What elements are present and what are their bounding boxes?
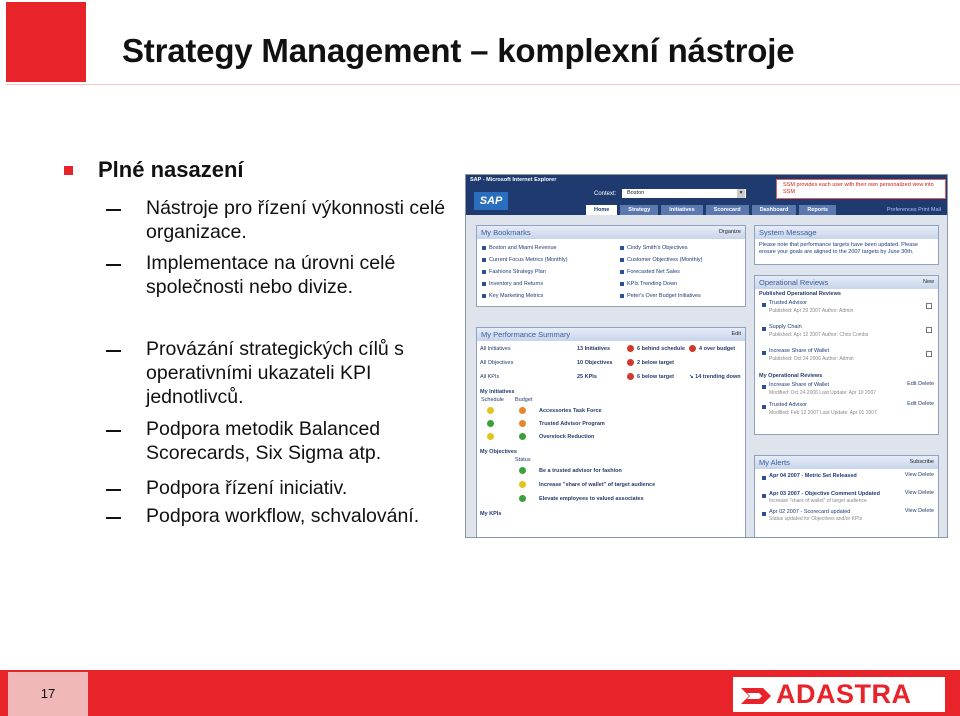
alert-actions[interactable]: View Delete [904, 472, 934, 478]
trending-down-icon: ↘ [689, 374, 696, 380]
column-header: Budget [515, 397, 533, 403]
review-actions[interactable]: Edit Delete [907, 381, 934, 387]
perf-status: 6 behind schedule [637, 345, 685, 352]
review-checkbox[interactable] [926, 303, 932, 309]
bookmark-item[interactable]: Inventory and Returns [479, 278, 614, 290]
alert-item[interactable]: Apr 03 2007 - Objective Comment Updated [759, 490, 938, 498]
review-item[interactable]: Increase Share of Wallet [759, 381, 938, 390]
panel-title: System Message [755, 226, 938, 239]
bookmark-item[interactable]: Boston and Miami Revenue [479, 242, 614, 254]
dash-icon [106, 350, 121, 352]
page-number: 17 [8, 672, 88, 716]
panel-header [477, 226, 745, 239]
perf-count: 13 Initiatives [577, 346, 611, 352]
window-title: SAP - Microsoft Internet Explorer [470, 177, 557, 183]
section-title: Published Operational Reviews [759, 291, 841, 297]
bullet-square-icon [64, 166, 73, 175]
bookmark-item[interactable]: Key Marketing Metrics [479, 290, 614, 302]
tab-initiatives[interactable]: Initiatives [661, 205, 702, 215]
status-red-icon [627, 345, 634, 352]
perf-status: 14 trending down [695, 374, 741, 380]
slide-title: Strategy Management – komplexní nástroje [122, 32, 795, 69]
context-select[interactable]: Boston ▾ [622, 189, 746, 198]
review-meta: Published: Apr 12 2007 Author: Chris Combs [769, 332, 869, 338]
system-message-panel [754, 225, 939, 265]
review-checkbox[interactable] [926, 327, 932, 333]
alert-actions[interactable]: View Delete [904, 490, 934, 496]
sap-logo: SAP [474, 192, 508, 210]
status-orange-icon [519, 420, 526, 427]
review-meta: Published: Apr 29 2007 Author: Admin [769, 308, 854, 314]
review-meta: Published: Oct 24 2006 Author: Admin [769, 356, 854, 362]
initiative-item[interactable]: Overstock Reduction [539, 434, 595, 440]
alert-item[interactable]: Apr 02 2007 - Scorecard updated [759, 508, 938, 516]
review-item[interactable]: Increase Share of Wallet [759, 347, 938, 356]
review-meta: Modified: Oct 24 2006 Last Update: Apr 10 2007 [769, 390, 877, 396]
status-orange-icon [519, 407, 526, 414]
tab-strategy[interactable]: Strategy [620, 205, 658, 215]
review-checkbox[interactable] [926, 351, 932, 357]
perf-status: 2 below target [637, 359, 674, 366]
bookmark-item[interactable]: Customer Objectives (Monthly) [617, 254, 747, 266]
company-logo: ADASTRA [776, 679, 912, 709]
sub-bullet: Podpora metodik Balanced Scorecards, Six Sigma atp. [146, 418, 382, 464]
section-title: My KPIs [480, 511, 502, 517]
panel-header [477, 328, 745, 341]
adastra-logo-icon [741, 684, 775, 708]
bookmark-item[interactable]: Cindy Smith's Objectives [617, 242, 747, 254]
dash-icon [106, 209, 121, 211]
sub-bullet: Provázání strategických cílů s operativními ukazateli KPI jednotlivců. [146, 338, 404, 408]
alert-sub: Increase "share of wallet" of target audience [769, 498, 867, 504]
performance-panel [476, 327, 746, 538]
operational-reviews-panel [754, 275, 939, 435]
initiative-item[interactable]: Trusted Advisor Program [539, 421, 605, 427]
panel-title: My Performance Summary [481, 330, 571, 339]
accent-block [6, 2, 86, 82]
dash-icon [106, 489, 121, 491]
sub-bullet: Nástroje pro řízení výkonnosti celé organizace. [146, 197, 446, 243]
tab-reports[interactable]: Reports [799, 205, 836, 215]
objective-item[interactable]: Elevate employees to valued associates [539, 496, 644, 502]
alert-actions[interactable]: View Delete [904, 508, 934, 514]
panel-header [755, 456, 938, 469]
section-title: My Operational Reviews [759, 373, 823, 379]
panel-title: Operational Reviews [759, 278, 829, 287]
bookmark-item[interactable]: Peter's Over Budget Initiatives [617, 290, 747, 302]
info-banner: SSM provides each user with their own personalized view into SSM [776, 179, 946, 199]
status-red-icon [689, 345, 696, 352]
column-header: Schedule [481, 397, 504, 403]
title-divider [6, 84, 960, 85]
review-actions[interactable]: Edit Delete [907, 401, 934, 407]
perf-label[interactable]: All KPIs [480, 374, 500, 380]
main-bullet: Plné nasazení [98, 157, 244, 182]
perf-status: 6 below target [637, 373, 674, 380]
column-header: Status [515, 457, 531, 463]
alerts-panel [754, 455, 939, 538]
perf-label[interactable]: All Initiatives [480, 346, 511, 352]
dash-icon [106, 430, 121, 432]
alert-item[interactable]: Apr 04 2007 - Metric Set Released [759, 472, 938, 480]
bookmark-item[interactable]: Fashions Strategy Plan [479, 266, 614, 278]
panel-title: My Alerts [759, 458, 790, 467]
status-yellow-icon [519, 481, 526, 488]
section-title: My Objectives [480, 449, 517, 455]
dash-icon [106, 264, 121, 266]
subscribe-link[interactable]: Subscribe [909, 459, 934, 465]
dash-icon [106, 517, 121, 519]
sub-bullet: Podpora řízení iniciativ. [146, 477, 348, 499]
tab-dashboard[interactable]: Dashboard [752, 205, 797, 215]
status-green-icon [487, 420, 494, 427]
review-item[interactable]: Trusted Advisor [759, 401, 938, 410]
sap-screenshot [465, 174, 948, 538]
panel-title: My Bookmarks [481, 228, 531, 237]
status-green-icon [519, 495, 526, 502]
context-label: Context: [594, 191, 617, 197]
sub-bullet: Implementace na úrovni celé společnosti nebo divize. [146, 252, 396, 298]
bookmark-item[interactable]: KPIs Trending Down [617, 278, 747, 290]
sub-bullet: Podpora workflow, schvalování. [146, 505, 420, 527]
tab-home[interactable]: Home [586, 205, 617, 215]
nav-tabs [586, 205, 836, 215]
status-yellow-icon [487, 433, 494, 440]
review-meta: Modified: Feb 12 2007 Last Update: Apr 01 2007 [769, 410, 877, 416]
perf-count: 10 Objectives [577, 360, 613, 366]
bookmarks-panel [476, 225, 746, 307]
review-item[interactable]: Trusted Advisor [759, 299, 938, 308]
header-links[interactable]: Preferences Print Mail [886, 207, 941, 213]
objective-item[interactable]: Increase "share of wallet" of target audience [539, 482, 656, 488]
edit-link[interactable]: Edit [731, 331, 741, 337]
status-yellow-icon [487, 407, 494, 414]
new-link[interactable]: New [922, 279, 934, 285]
perf-label[interactable]: All Objectives [480, 360, 514, 366]
bookmark-item[interactable]: Current Focus Metrics (Monthly) [479, 254, 614, 266]
status-red-icon [627, 359, 634, 366]
perf-status: 4 over budget [699, 345, 736, 352]
section-title: My Initiatives [480, 389, 515, 395]
bookmark-item[interactable]: Forecasted Net Sales [617, 266, 747, 278]
organize-link[interactable]: Organize [718, 229, 741, 235]
status-green-icon [519, 467, 526, 474]
panel-header [755, 276, 938, 289]
perf-count: 25 KPIs [577, 374, 597, 380]
system-message-text: Please note that performance targets have been updated. Please ensure your goals are aligned to the 2007 targets by June 30th. [759, 242, 918, 255]
initiative-item[interactable]: Accessories Task Force [539, 408, 602, 414]
status-green-icon [519, 433, 526, 440]
tab-scorecard[interactable]: Scorecard [706, 205, 749, 215]
review-item[interactable]: Supply Chain [759, 323, 938, 332]
alert-sub: Status updated for Objectives and/or KPIs [769, 516, 863, 522]
status-red-icon [627, 373, 634, 380]
objective-item[interactable]: Be a trusted advisor for fashion [539, 468, 622, 474]
